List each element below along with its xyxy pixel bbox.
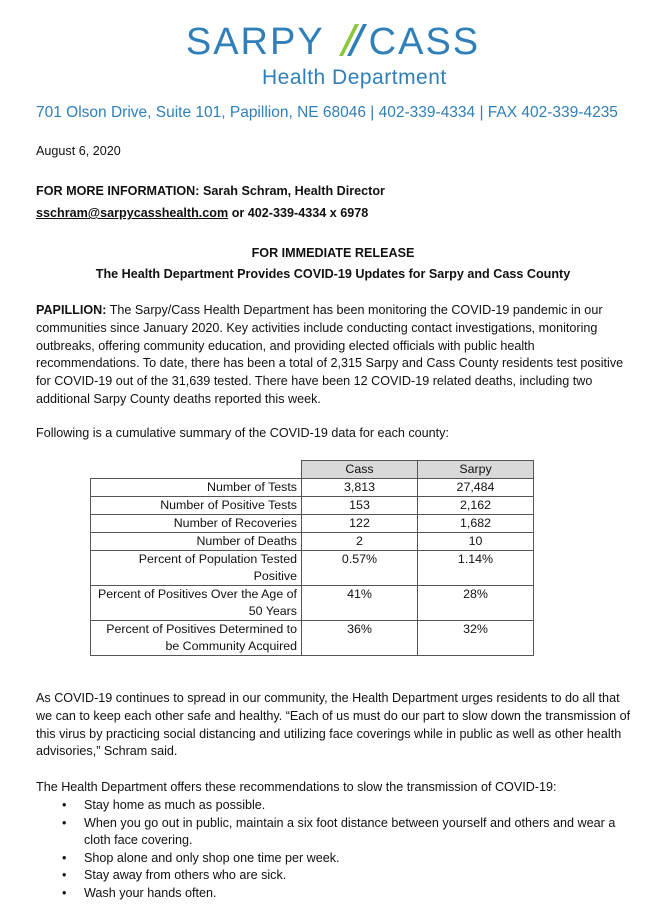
list-item <box>36 797 636 815</box>
logo <box>0 20 666 89</box>
cass-value: 2 <box>302 533 418 551</box>
recommendations-intro: The Health Department offers these recommendations to slow the transmission of COVID-19: <box>36 780 557 794</box>
list-item-text: Stay away from others who are sick. <box>84 868 287 883</box>
sarpy-value: 10 <box>418 533 534 551</box>
logo-right-word: CASS <box>368 21 481 63</box>
row-label: Number of Recoveries <box>91 515 302 533</box>
table-corner <box>91 461 302 479</box>
table-row <box>91 515 534 533</box>
summary-intro: Following is a cumulative summary of the COVID-19 data for each county: <box>36 426 449 440</box>
intro-paragraph <box>36 302 636 409</box>
address-line: 701 Olson Drive, Suite 101, Papillion, NE 68046 | 402-339-4334 | FAX 402-339-4235 <box>36 104 618 121</box>
list-item-text: Stay home as much as possible. <box>84 798 266 812</box>
list-item-text: Shop alone and only shop one time per week. <box>84 850 340 865</box>
contact-details <box>36 204 368 222</box>
list-item <box>36 885 636 903</box>
covid-summary-table <box>90 460 534 656</box>
dateline: PAPILLION: <box>36 303 107 317</box>
table-row <box>91 586 534 621</box>
sarpy-value: 32% <box>418 621 534 656</box>
bullet-icon: • <box>62 885 67 900</box>
row-label: Percent of Population Tested Positive <box>91 551 302 586</box>
table-row <box>91 479 534 497</box>
table-row <box>91 533 534 551</box>
logo-slash-icon <box>325 22 369 58</box>
row-label: Number of Tests <box>91 479 302 497</box>
cass-value: 36% <box>302 621 418 656</box>
row-label: Percent of Positives Over the Age of 50 Years <box>91 586 302 621</box>
row-label: Percent of Positives Determined to be Community Acquired <box>91 621 302 656</box>
cass-value: 0.57% <box>302 551 418 586</box>
bullet-icon: • <box>62 815 67 830</box>
recommendations-list <box>36 797 636 903</box>
cass-value: 122 <box>302 515 418 533</box>
bullet-icon: • <box>62 868 67 883</box>
list-item-text: When you go out in public, maintain a six foot distance between yourself and others and wear a cloth face covering. <box>84 815 616 848</box>
list-item <box>36 850 636 868</box>
sarpy-value: 2,162 <box>418 497 534 515</box>
quote-paragraph: As COVID-19 continues to spread in our community, the Health Department urges residents to do all that we can to keep each other safe and healthy. “Each of us must do our part to slow down the transmission of this virus by practicing social distancing and utilizing face coverings while in public as well as other health advisories,” Schram said. <box>36 691 631 759</box>
logo-left-word: SARPY <box>185 21 325 63</box>
table-row <box>91 497 534 515</box>
cass-value: 153 <box>302 497 418 515</box>
intro-text: The Sarpy/Cass Health Department has been monitoring the COVID-19 pandemic in our communities since January 2020. Key activities include conducting contact investigations, monitoring outbreaks, offering community education, and providing elected officials with public health recommendations. To date, there has been a total of 2,315 Sarpy and Cass County residents test positive for COVID-19 out of the 31,639 tested. There have been 12 COVID-19 related deaths, including two additional Sarpy County deaths reported this week. <box>36 303 624 406</box>
column-header-sarpy: Sarpy <box>418 461 534 479</box>
row-label: Number of Positive Tests <box>91 497 302 515</box>
bullet-icon: • <box>62 850 67 865</box>
list-item <box>36 815 636 850</box>
column-header-cass: Cass <box>302 461 418 479</box>
contact-email-link[interactable]: sschram@sarpycasshealth.com <box>36 206 229 220</box>
contact-line: FOR MORE INFORMATION: Sarah Schram, Health Director <box>36 184 385 198</box>
sarpy-value: 1,682 <box>418 515 534 533</box>
contact-phone: or 402-339-4334 x 6978 <box>228 206 369 220</box>
table-header-row <box>91 461 534 479</box>
list-item-text: Wash your hands often. <box>84 885 217 900</box>
sarpy-value: 27,484 <box>418 479 534 497</box>
list-item <box>36 867 636 885</box>
release-date: August 6, 2020 <box>36 144 121 158</box>
table-row <box>91 551 534 586</box>
release-headline: The Health Department Provides COVID-19 Updates for Sarpy and Cass County <box>95 267 571 281</box>
bullet-icon: • <box>62 798 67 812</box>
table-row <box>91 621 534 656</box>
logo-wordmark <box>186 20 480 64</box>
cass-value: 41% <box>302 586 418 621</box>
row-label: Number of Deaths <box>91 533 302 551</box>
release-label: FOR IMMEDIATE RELEASE <box>251 246 415 260</box>
sarpy-value: 28% <box>418 586 534 621</box>
logo-subtitle: Health Department <box>262 66 447 89</box>
sarpy-value: 1.14% <box>418 551 534 586</box>
cass-value: 3,813 <box>302 479 418 497</box>
